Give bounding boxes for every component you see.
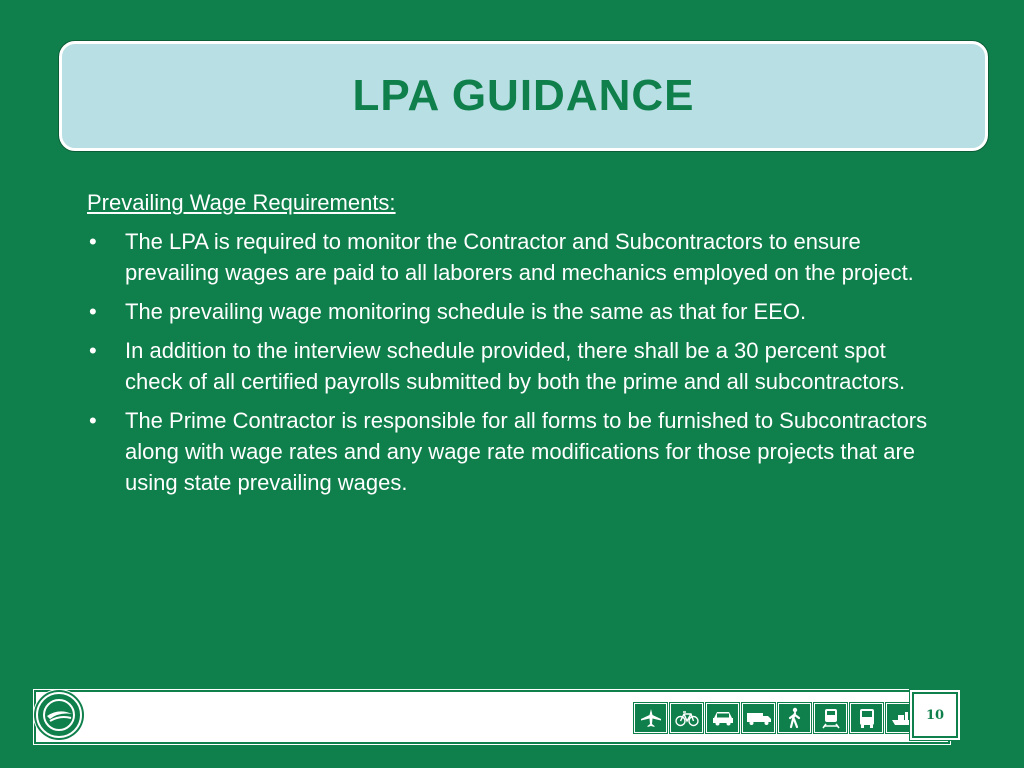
bullet-dot: • [89,229,97,254]
title-box [59,41,988,151]
subheading: Prevailing Wage Requirements: [87,190,396,215]
bullet-item [87,405,937,498]
slide-title: LPA GUIDANCE [352,71,695,120]
page-number-box [912,692,958,738]
pedestrian-icon [778,703,811,733]
train-icon [814,703,847,733]
bullet-list [87,226,937,498]
page-number: 10 [925,707,945,723]
slide-content [87,187,937,506]
truck-icon [742,703,775,733]
bullet-item [87,335,937,397]
bullet-text: The Prime Contractor is responsible for all forms to be furnished to Subcontractors along with wage rates and any wage rate modifications for those projects that are using state prevailing wages. [125,408,928,495]
bullet-text: The LPA is required to monitor the Contractor and Subcontractors to ensure prevailing wages are paid to all laborers and mechanics employed on the project. [125,229,914,285]
odot-logo-icon [36,692,82,738]
bullet-item [87,296,937,327]
transport-mode-icons [634,703,919,733]
car-icon [706,703,739,733]
bullet-text: The prevailing wage monitoring schedule is the same as that for EEO. [125,299,807,324]
airplane-icon [634,703,667,733]
bullet-item [87,226,937,288]
bullet-text: In addition to the interview schedule provided, there shall be a 30 percent spot check of all certified payrolls submitted by both the prime and all subcontractors. [125,338,906,394]
bus-icon [850,703,883,733]
bullet-dot: • [89,408,97,433]
bullet-dot: • [89,338,97,363]
bicycle-icon [670,703,703,733]
bullet-dot: • [89,299,97,324]
